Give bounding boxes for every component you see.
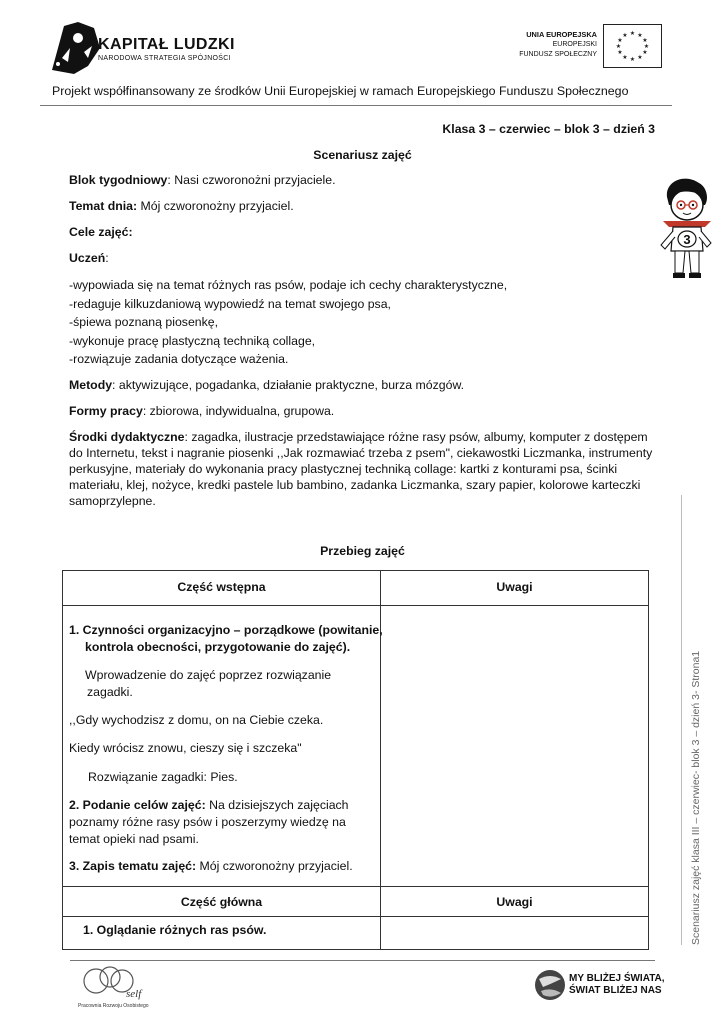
header-uwagi-2: Uwagi (496, 895, 533, 909)
svg-text:self: self (126, 988, 142, 1000)
metody-line (69, 377, 659, 393)
riddle-line1: ,,Gdy wychodzisz z domu, on na Ciebie czeka. (69, 713, 324, 727)
goal-item: -wykonuje pracę plastyczną techniką collage, (69, 333, 316, 348)
temat-label: Temat dnia: (69, 199, 138, 213)
temat-line (69, 198, 659, 214)
self-caption: Pracownia Rozwoju Osobistego (78, 1003, 149, 1009)
table-row-divider (63, 886, 648, 887)
formy-label: Formy pracy (69, 404, 143, 418)
item2-label: 2. Podanie celów zajęć: (69, 798, 206, 812)
badge-number: 3 (683, 232, 691, 247)
riddle-line2: Kiedy wrócisz znowu, cieszy się i szczeka" (69, 741, 302, 755)
goal-item: -redaguje kilkuzdaniową wypowiedź na temat swojego psa, (69, 296, 391, 311)
goal-item: -śpiewa poznaną piosenkę, (69, 315, 219, 329)
svg-text:★: ★ (617, 49, 623, 56)
header-uwagi: Uwagi (496, 580, 533, 594)
footer-divider (70, 960, 655, 961)
intro-line2: zagadki. (87, 685, 133, 699)
header-divider (40, 105, 672, 106)
svg-text:★: ★ (622, 54, 628, 61)
eu-line1: UNIA EUROPEJSKA (526, 30, 597, 39)
goal-item: -rozwiązuje zadania dotyczące ważenia. (69, 352, 289, 366)
item2-line3: temat opieki nad psami. (69, 832, 199, 846)
slogan-line2: ŚWIAT BLIŻEJ NAS (569, 985, 662, 996)
uczen-colon: : (105, 251, 109, 265)
przebieg-heading: Przebieg zajęć (320, 544, 405, 558)
footer-slogan (569, 973, 665, 997)
svg-text:★: ★ (617, 37, 623, 44)
blok-value: : Nasi czworonożni przyjaciele. (167, 173, 336, 187)
eu-line2: EUROPEJSKI (552, 41, 597, 48)
child-illustration (655, 175, 715, 280)
side-page-label: Scenariusz zajęć klasa III – czerwiec- blok 3 – dzień 3- Strona1 (690, 650, 702, 945)
kapital-ludzki-subtitle: NARODOWA STRATEGIA SPÓJNOŚCI (98, 55, 231, 62)
item3-line (69, 858, 353, 875)
intro-line1: Wprowadzenie do zajęć poprzez rozwiązanie (85, 668, 332, 682)
svg-text:★: ★ (629, 56, 636, 63)
svg-text:★: ★ (642, 49, 648, 56)
srodki-paragraph (69, 429, 659, 509)
table-row-divider (63, 605, 648, 606)
formy-value: : zbiorowa, indywidualna, grupowa. (142, 404, 335, 418)
svg-text:★: ★ (615, 43, 622, 50)
document-title: Scenariusz zajęć (313, 148, 412, 162)
uczen-line (69, 250, 659, 266)
blok-line (69, 172, 659, 188)
header-czesc-wstepna: Część wstępna (177, 580, 266, 594)
goals-list (69, 276, 659, 369)
header-czesc-glowna: Część główna (180, 895, 263, 909)
eu-line3: FUNDUSZ SPOŁECZNY (519, 51, 597, 58)
svg-text:★: ★ (629, 30, 636, 37)
project-banner: Projekt współfinansowany ze środków Unii Europejskiej w ramach Europejskiego Funduszu Społecznego (52, 84, 629, 98)
srodki-value: : zagadka, ilustracje przedstawiające różne rasy psów, albumy, komputer z dostępem do Internetu, tekst i nagranie piosenki ,,Jak rozmawiać trzeba z psem", ciekawostki Liczmanka, instrumenty perkusyjne, materiały do wykonania pracy plastycznej techniką collage: kartki z konturami psa, ścinki materiału, klej, nożyce, kredki pastele lub bambino, zadanka Liczmanka, szary papier, kolorowe karteczki samoprzylepne. (69, 430, 653, 508)
kapital-ludzki-logo (44, 18, 104, 76)
metody-label: Metody (69, 378, 113, 392)
item3-value: Mój czworonożny przyjaciel. (196, 859, 353, 873)
goal-item: -wypowiada się na temat różnych ras psów, podaje ich cechy charakterystyczne, (69, 278, 508, 292)
svg-text:★: ★ (642, 37, 648, 44)
formy-line (69, 403, 659, 419)
item2-line2: poznamy różne rasy psów i poszerzymy wiedzę na (69, 815, 346, 829)
lesson-table (62, 570, 649, 950)
globe-icon (533, 965, 567, 1005)
srodki-label: Środki dydaktyczne (69, 430, 185, 444)
cele-label: Cele zajęć: (69, 225, 133, 239)
item2-line1 (69, 797, 349, 814)
temat-value: Mój czworonożny przyjaciel. (137, 199, 294, 213)
main-item1: 1. Oglądanie różnych ras psów. (83, 923, 267, 937)
riddle-answer: Rozwiązanie zagadki: Pies. (88, 770, 238, 784)
slogan-line1: MY BLIŻEJ ŚWIATA, (569, 973, 665, 984)
side-divider (681, 495, 682, 945)
kapital-ludzki-title: KAPITAŁ LUDZKI (98, 36, 235, 53)
item3-label: 3. Zapis tematu zajęć: (69, 859, 197, 873)
svg-text:★: ★ (637, 32, 643, 39)
table-row-divider (63, 916, 648, 917)
svg-text:★: ★ (637, 54, 643, 61)
svg-text:★: ★ (643, 43, 650, 50)
item2-text: Na dzisiejszych zajęciach (205, 798, 349, 812)
svg-text:★: ★ (622, 32, 628, 39)
metody-value: : aktywizujące, pogadanka, działanie praktyczne, burza mózgów. (112, 378, 465, 392)
blok-label: Blok tygodniowy (69, 173, 168, 187)
class-info: Klasa 3 – czerwiec – blok 3 – dzień 3 (442, 122, 655, 136)
eu-text (505, 30, 597, 60)
item1-line1: 1. Czynności organizacyjno – porządkowe (powitanie, (69, 623, 383, 637)
uczen-label: Uczeń (69, 251, 106, 265)
item1-line2: kontrola obecności, przygotowanie do zajęć). (85, 640, 351, 654)
eu-flag-icon (603, 24, 662, 68)
